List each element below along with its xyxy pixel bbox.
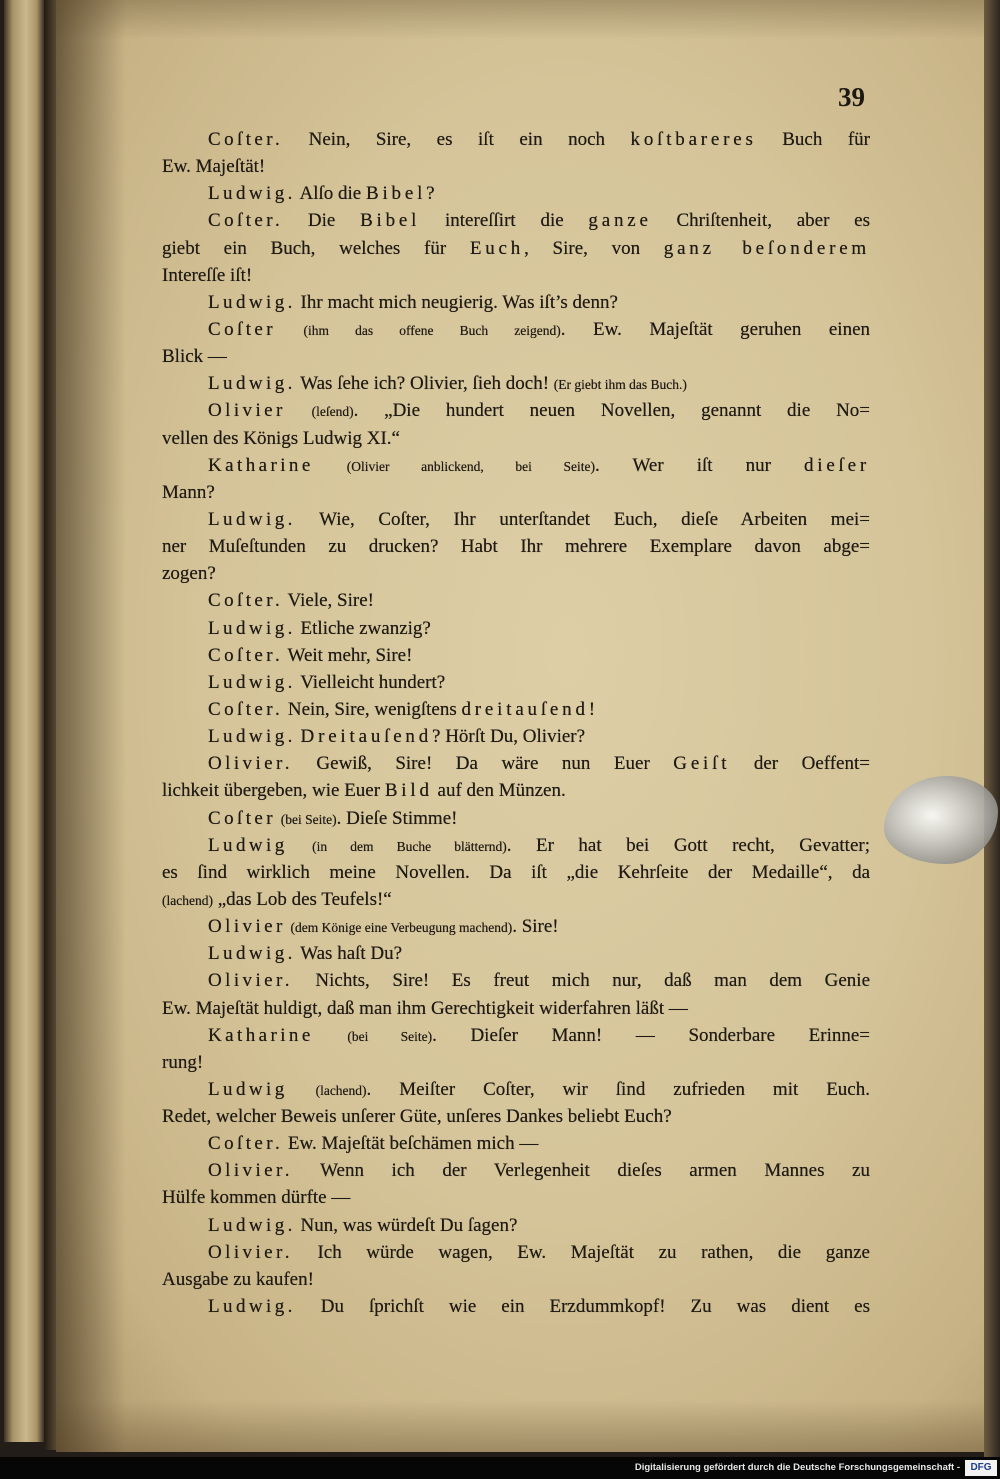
speaker-name: Olivier. [208,1241,293,1263]
dialogue-paragraph [162,642,870,669]
dialogue-paragraph [162,615,870,642]
emphasized-text: dieſer [803,454,870,476]
text-line [162,153,870,180]
speaker-name: Katharine [208,1024,314,1046]
dialogue-paragraph [162,370,870,397]
emphasized-text: ganze [588,210,652,232]
dialogue-paragraph [162,1130,870,1157]
text-line [162,832,870,859]
text-run: , Sire, von [524,237,664,259]
text-run: Mann? [162,481,215,503]
digitization-footer [0,1457,1000,1479]
text-run: vellen des Königs Ludwig XI.“ [162,427,400,449]
text-run: Nun, was würdeſt Du ſagen? [295,1214,518,1236]
text-run: Etliche zwanzig? [295,617,431,639]
text-run [314,1025,348,1046]
emphasized-text: Bild [384,780,433,802]
text-run: Ew. Majeſtät! [162,156,266,178]
text-run [286,400,312,421]
speaker-name: Olivier. [208,753,293,775]
text-line [162,1103,870,1130]
dialogue-paragraph [162,207,870,288]
speaker-name: Olivier. [208,970,293,992]
text-line [162,560,870,587]
text-line [162,805,870,832]
page-shadow-bottom [56,1400,984,1452]
text-run: . Sire! [512,916,559,938]
dialogue-paragraph [162,452,870,506]
speaker-name: Coſter [208,807,277,829]
text-line [162,859,870,886]
text-line [162,533,870,560]
emphasized-text: Dreitauſend [300,726,433,748]
text-line [162,940,870,967]
text-run: Vielleicht hundert? [295,671,446,693]
text-line [162,967,870,994]
dialogue-paragraph [162,1293,870,1320]
dialogue-paragraph [162,723,870,750]
emphasized-text: Bibel [366,183,427,205]
dialogue-paragraph [162,913,870,940]
text-line [162,479,870,506]
text-run: . Wer iſt nur [595,454,804,476]
dialogue-paragraph [162,805,870,832]
text-line [162,777,870,804]
speaker-name: Ludwig. [208,617,296,639]
text-run: ner Muſeſtunden zu drucken? Habt Ihr mehrere Exemplare davon abge= [162,536,870,558]
text-run: Ausgabe zu kaufen! [162,1268,314,1290]
dialogue-paragraph [162,1022,870,1076]
text-line [162,506,870,533]
text-line [162,370,870,397]
text-run: Nein, Sire, es iſt ein noch [283,129,631,150]
text-line [162,1130,870,1157]
text-run: lichkeit übergeben, wie Euer [162,780,385,802]
text-run: intereſſirt die [420,210,589,232]
stage-direction: (in dem Buche blätternd) [312,838,507,854]
text-line [162,343,870,370]
text-run: Ew. Majeſtät beſchämen mich — [283,1133,539,1155]
dialogue-paragraph [162,1212,870,1239]
dfg-logo: DFG [965,1460,997,1476]
text-line [162,180,870,207]
text-run: Hülfe kommen dürfte — [162,1187,351,1209]
speaker-name: Ludwig. [208,1214,296,1236]
previous-page-edge [4,0,44,1442]
dialogue-paragraph [162,1076,870,1130]
text-line [162,1157,870,1184]
stage-direction: (leſend) [311,404,354,420]
stage-direction: (lachend) [162,892,213,908]
text-run: es ſind wirklich meine Novellen. Da iſt „die Kehrſeite der Medaille“, da [162,861,870,883]
text-line [162,750,870,777]
dialogue-paragraph [162,832,870,913]
speaker-name: Olivier. [208,1160,293,1182]
text-line [162,1184,870,1211]
text-run: Weit mehr, Sire! [283,644,413,666]
text-line [162,696,870,723]
speaker-name: Ludwig [208,834,288,856]
page-shadow-top [56,0,984,40]
speaker-name: Coſter. [208,644,284,666]
speaker-name: Ludwig [208,1078,288,1100]
dialogue-paragraph [162,289,870,316]
speaker-name: Coſter. [208,590,284,612]
stage-direction: (ihm das offene Buch zeigend) [303,322,561,338]
text-run: . Meiſter Coſter, wir ſind zufrieden mit Euch. [366,1078,870,1100]
text-run: Alſo die [295,183,366,205]
emphasized-text: koſtbareres [630,129,757,150]
text-run: Buch für [756,129,870,150]
speaker-name: Katharine [208,454,314,476]
text-run: Wie, Coſter, Ihr unterſtandet Euch, dieſe Arbeiten mei= [295,508,870,530]
speaker-name: Coſter [208,318,277,340]
dialogue-paragraph [162,587,870,614]
page-right-edge [984,0,1000,1457]
speaker-name: Coſter. [208,698,284,720]
text-run: auf den Münzen. [432,780,566,802]
text-run: ? Hörſt Du, Olivier? [432,726,586,748]
dialogue-paragraph [162,669,870,696]
text-run: Was haſt Du? [295,943,403,965]
stage-direction: (Olivier anblickend, bei Seite) [346,458,596,474]
text-run [276,319,304,340]
speaker-name: Coſter. [208,1133,284,1155]
text-run: Ew. Majeſtät huldigt, daß man ihm Gerechtigkeit widerfahren läßt — [162,997,688,1019]
text-line [162,316,870,343]
speaker-name: Olivier [208,400,286,422]
text-line [162,642,870,669]
dialogue-paragraph [162,316,870,370]
text-run: Die [283,210,361,232]
dialogue-paragraph [162,696,870,723]
text-run: zogen? [162,563,216,585]
text-run: ? [426,183,435,205]
emphasized-text: Bibel [360,210,421,232]
text-run: Nichts, Sire! Es freut mich nur, daß man dem Genie [292,970,870,992]
speaker-name: Ludwig. [208,291,296,313]
text-line [162,452,870,479]
dialogue-text [162,126,870,1320]
text-line [162,207,870,234]
speaker-name: Ludwig. [208,373,296,395]
speaker-name: Coſter. [208,210,284,232]
text-line [162,723,870,750]
text-run: Wenn ich der Verlegenheit dieſes armen Mannes zu [292,1160,870,1182]
text-line [162,1239,870,1266]
text-run [288,835,313,856]
text-line [162,1293,870,1320]
page-shadow [56,0,126,1452]
text-run: Ich würde wagen, Ew. Majeſtät zu rathen, die ganze [292,1241,870,1263]
text-run: der Oeffent= [730,753,870,775]
text-line [162,669,870,696]
text-run: Ihr macht mich neugierig. Was iſt’s denn? [295,291,618,313]
text-line [162,1049,870,1076]
dialogue-paragraph [162,750,870,804]
stage-direction: (dem Könige eine Verbeugung machend) [290,920,513,936]
text-run: „das Lob des Teufels!“ [212,888,392,910]
emphasized-text: Euch [469,237,525,259]
text-run: . „Die hundert neuen Novellen, genannt die No= [353,400,870,422]
stage-direction: (lachend) [315,1082,367,1098]
text-line [162,913,870,940]
dialogue-paragraph [162,506,870,587]
text-run: . Dieſer Mann! — Sonderbare Erinne= [432,1024,870,1046]
text-line [162,587,870,614]
text-run [288,1079,316,1100]
text-line [162,1076,870,1103]
speaker-name: Ludwig. [208,943,296,965]
text-line [162,126,870,153]
text-run: Blick — [162,346,227,368]
stage-direction: (bei Seite) [347,1028,433,1044]
text-line [162,397,870,424]
text-run: . Er hat bei Gott recht, Gevatter; [506,834,870,856]
text-line [162,1266,870,1293]
text-run: Was ſehe ich? Olivier, ſieh doch! [295,373,554,395]
text-line [162,886,870,913]
text-run: Redet, welcher Beweis unſerer Güte, unſeres Dankes beliebt Euch? [162,1106,672,1128]
text-run: giebt ein Buch, welches für [162,237,470,259]
text-line [162,235,870,262]
dialogue-paragraph [162,1239,870,1293]
speaker-name: Olivier [208,916,286,938]
speaker-name: Ludwig. [208,726,296,748]
speaker-name: Ludwig. [208,508,296,530]
text-run: Gewiß, Sire! Da wäre nun Euer [292,753,674,775]
text-line [162,1022,870,1049]
footer-credit-text: Digitalisierung gefördert durch die Deutsche Forschungsgemeinschaft - [634,1462,960,1473]
dialogue-paragraph [162,1157,870,1211]
text-line [162,1212,870,1239]
text-run: Nein, Sire, wenigſtens [283,698,462,720]
text-line [162,615,870,642]
text-run: Intereſſe iſt! [162,264,253,286]
speaker-name: Coſter. [208,129,284,150]
emphasized-text: ganz beſonderem [663,237,870,259]
text-run: rung! [162,1051,204,1073]
dialogue-paragraph [162,967,870,1021]
text-run: Du ſprichſt wie ein Erzdummkopf! Zu was dient es [295,1296,870,1318]
speaker-name: Ludwig. [208,671,296,693]
text-line [162,995,870,1022]
page-number: 39 [838,82,865,112]
text-run [314,455,347,476]
stage-direction: (bei Seite) [280,811,337,827]
text-line [162,289,870,316]
speaker-name: Ludwig. [208,1296,296,1318]
dialogue-paragraph [162,126,870,180]
text-run: Viele, Sire! [283,590,374,612]
dialogue-paragraph [162,397,870,451]
text-run: ! [588,698,596,720]
text-run: Chriſtenheit, aber es [651,210,870,232]
text-line [162,262,870,289]
dialogue-paragraph [162,940,870,967]
text-line [162,425,870,452]
text-run: . Ew. Majeſtät geruhen einen [560,318,870,340]
emphasized-text: Geiſt [673,753,731,775]
speaker-name: Ludwig. [208,183,296,205]
dialogue-paragraph [162,180,870,207]
stage-direction: (Er giebt ihm das Buch.) [553,377,687,393]
text-run: . Dieſe Stimme! [336,807,458,829]
emphasized-text: dreitauſend [461,698,589,720]
